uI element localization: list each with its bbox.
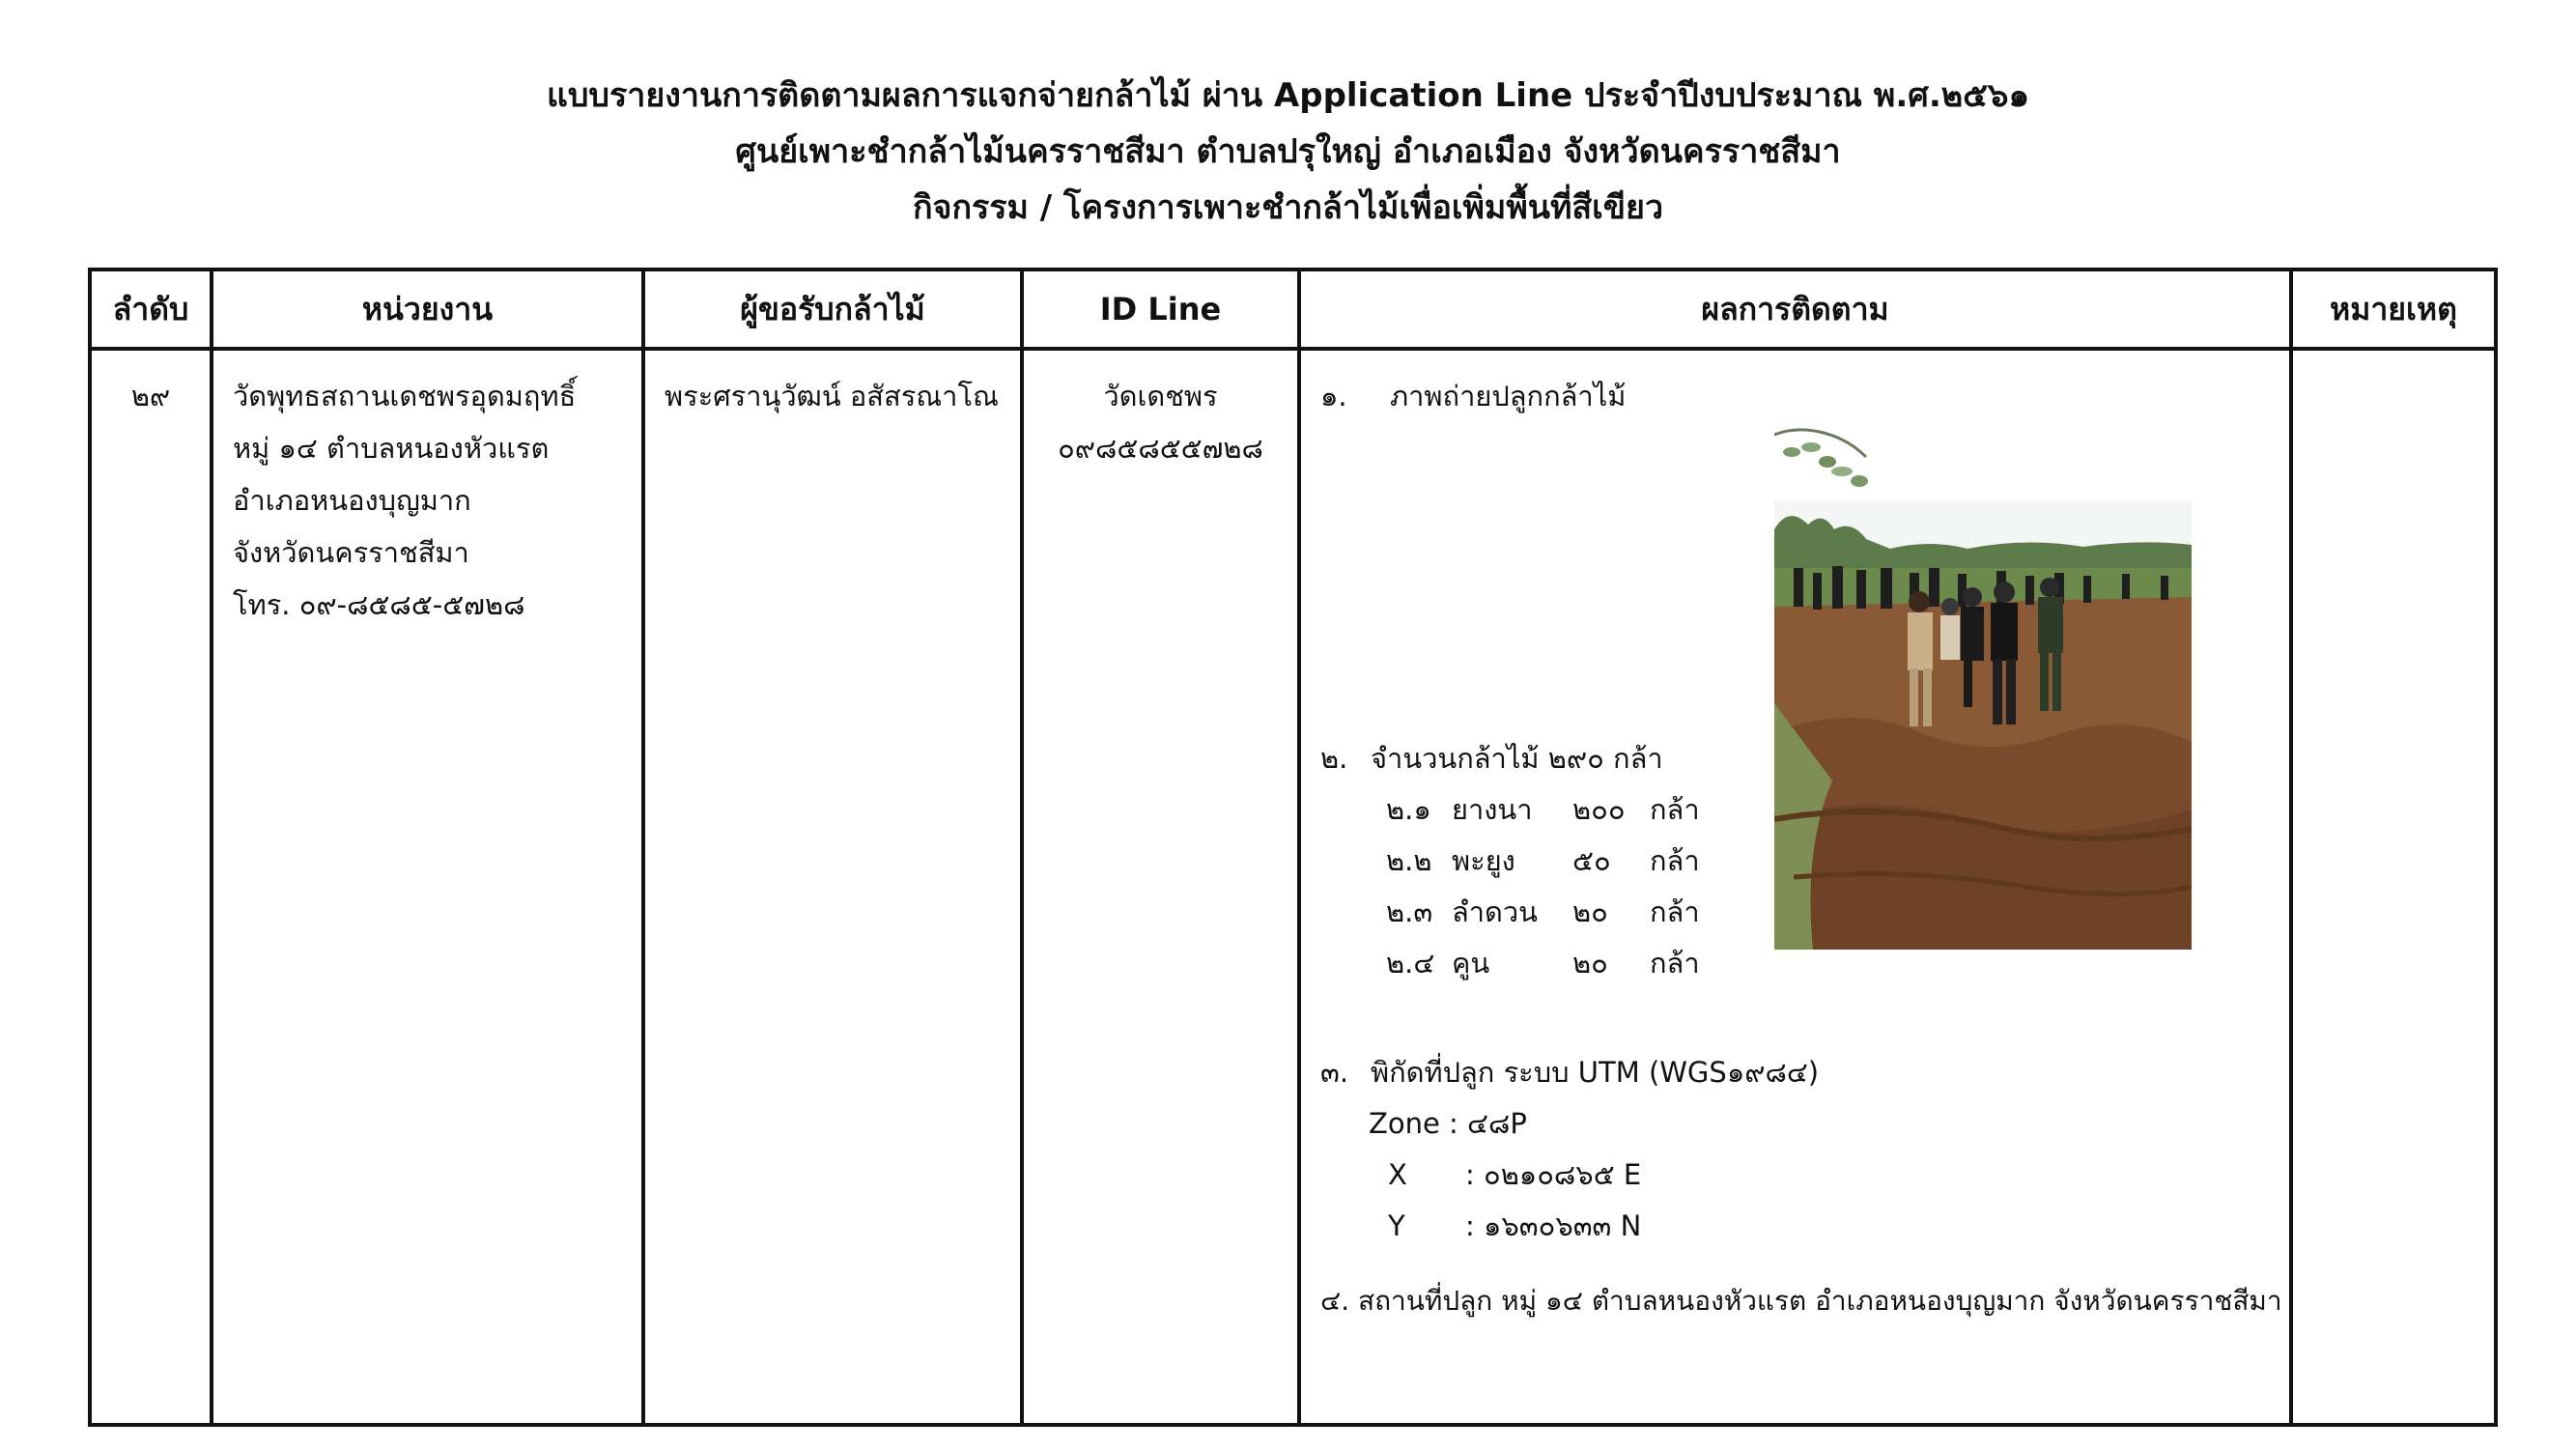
planting-photo [1774, 413, 2192, 950]
agency-province: จังหวัดนครราชสีมา [233, 536, 469, 569]
list-item: ๒.๔ คูน ๒๐ กล้า [1386, 947, 1700, 980]
recipient-cell [643, 349, 1022, 1425]
result-item-coordinates: ๓. พิกัดที่ปลูก ระบบ UTM (WGS๑๙๘๔) [1320, 1056, 1820, 1089]
agency-cell [212, 349, 643, 1425]
header-result: ผลการติดตาม [1299, 270, 2291, 349]
agency-village: หมู่ ๑๔ ตำบลหนองหัวแรต [233, 432, 550, 465]
line-id-cell [1022, 349, 1299, 1425]
agency-phone: โทร. ๐๙-๘๕๘๕-๕๗๒๘ [233, 588, 525, 621]
report-subtitle-activity: กิจกรรม / โครงการเพาะชำกล้าไม้เพื่อเพิ่มพื้นที่สีเขียว [912, 188, 1664, 227]
result-item-count: ๒. จำนวนกล้าไม้ ๒๙๐ กล้า [1320, 742, 1663, 775]
list-item: ๒.๑ ยางนา ๒๐๐ กล้า [1386, 793, 1700, 826]
remark-cell [2291, 349, 2496, 1425]
list-item: ๒.๒ พะยูง ๕๐ กล้า [1386, 844, 1700, 877]
report-subtitle-center: ศูนย์เพาะชำกล้าไม้นครราชสีมา ตำบลปรุใหญ่ อำเภอเมือง จังหวัดนครราชสีมา [735, 132, 1841, 171]
order-cell [90, 349, 212, 1425]
result-item-location: ๔. สถานที่ปลูก หมู่ ๑๔ ตำบลหนองหัวแรต อำเภอหนองบุญมาก จังหวัดนครราชสีมา [1320, 1285, 2282, 1317]
agency-district: อำเภอหนองบุญมาก [233, 484, 471, 517]
result-content [1320, 370, 2282, 1423]
header-agency: หน่วยงาน [212, 270, 643, 349]
report-header [0, 68, 2576, 236]
header-line-id: ID Line [1022, 270, 1299, 349]
line-id-name: วัดเดชพร [1103, 380, 1218, 412]
order-number: ๒๙ [130, 380, 171, 412]
header-order: ลำดับ [90, 270, 212, 349]
result-item-photo: ๑. ภาพถ่ายปลูกกล้าไม้ [1320, 380, 1627, 412]
line-id-number: ๐๙๘๕๘๕๕๗๒๘ [1058, 432, 1263, 465]
header-remark: หมายเหตุ [2291, 270, 2496, 349]
agency-name: วัดพุทธสถานเดชพรอุดมฤทธิ์ [233, 380, 577, 412]
table-header-row [90, 270, 2496, 349]
utm-y: Y : ๑๖๓๐๖๓๓ N [1388, 1209, 1642, 1242]
header-recipient: ผู้ขอรับกล้าไม้ [643, 270, 1022, 349]
result-cell [1299, 349, 2291, 1425]
recipient-name: พระศรานุวัฒน์ อสัสรณาโณ [665, 380, 999, 412]
list-item: ๒.๓ ลำดวน ๒๐ กล้า [1386, 895, 1700, 928]
report-title: แบบรายงานการติดตามผลการแจกจ่ายกล้าไม้ ผ่าน Application Line ประจำปีงบประมาณ พ.ศ.๒๕๖๑ [546, 76, 2030, 115]
utm-x: X : ๐๒๑๐๘๖๕ E [1388, 1158, 1642, 1191]
report-table [88, 268, 2498, 1427]
utm-zone: Zone : ๔๘P [1369, 1107, 1527, 1140]
table-row [90, 349, 2496, 1425]
